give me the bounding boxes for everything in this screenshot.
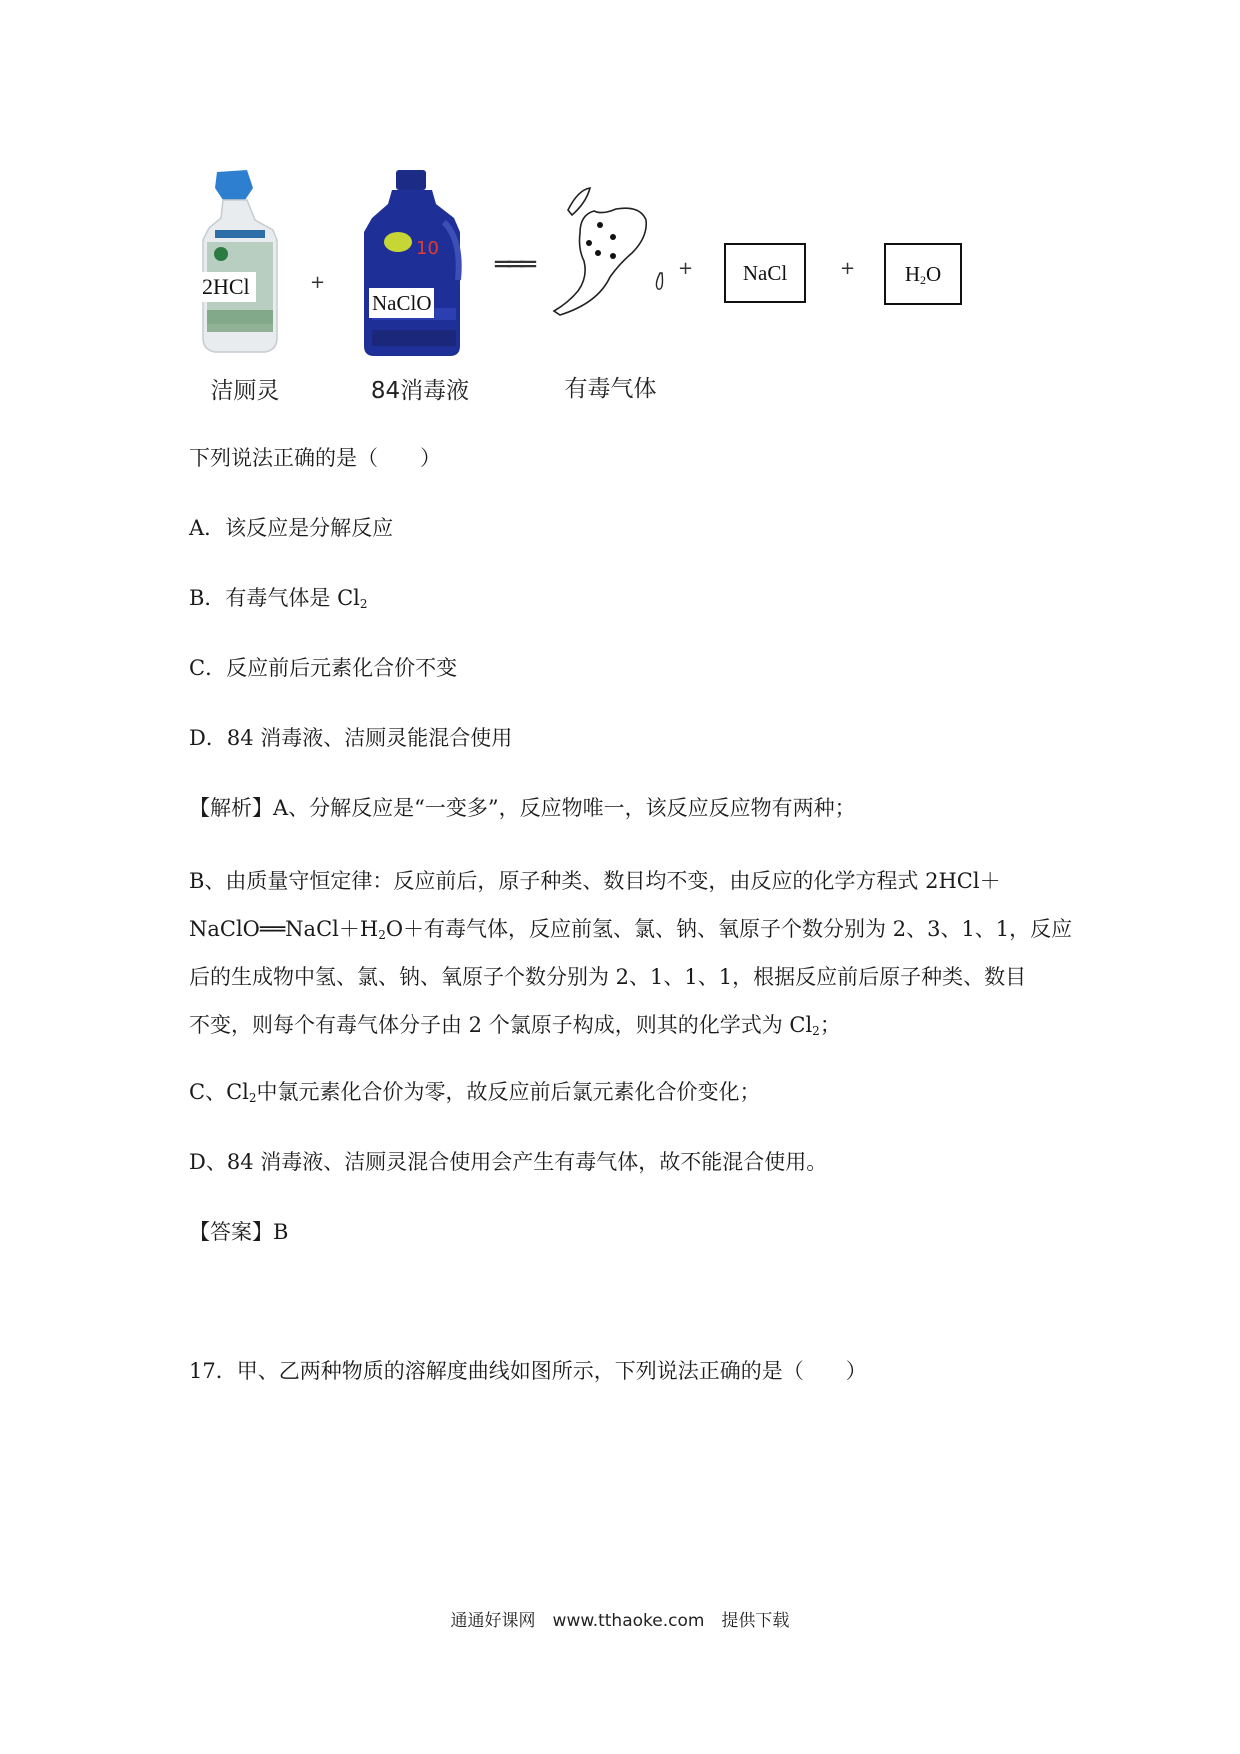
product-water: $H_2O$: [904, 261, 942, 287]
answer: 【答案】B: [189, 1220, 289, 1244]
plus-sign-1: +: [310, 272, 326, 293]
toilet-cleaner-caption: 洁厕灵: [210, 378, 280, 404]
analysis-b-line1: B、由质量守恒定律：反应前后，原子种类、数目均不变，由反应的化学方程式 2HCl＋: [189, 869, 1001, 893]
disinfectant-caption: 84消毒液: [370, 378, 470, 404]
question-stem: 下列说法正确的是（ ）: [189, 446, 441, 470]
option-d: D．84 消毒液、洁厕灵能混合使用: [189, 726, 513, 750]
toilet-cleaner-bottle: [195, 170, 285, 355]
question-17-stem: 17．甲、乙两种物质的溶解度曲线如图所示，下列说法正确的是（ ）: [189, 1359, 867, 1383]
option-b: B．有毒气体是 $Cl_2$: [189, 586, 368, 611]
reactant1-formula: 2HCl: [200, 272, 256, 302]
analysis-d: D、84 消毒液、洁厕灵混合使用会产生有毒气体，故不能混合使用。: [189, 1150, 828, 1174]
analysis-b-line3: 后的生成物中氢、氯、钠、氧原子个数分别为 2、1、1、1，根据反应前后原子种类、数目: [189, 965, 1027, 989]
option-c: C．反应前后元素化合价不变: [189, 656, 458, 680]
product-nacl: NaCl: [742, 260, 788, 285]
svg-text:10: 10: [416, 238, 439, 259]
plus-sign-3: +: [840, 258, 856, 279]
product-nacl-box: [724, 243, 806, 303]
analysis-b-line2: $NaClO══NaCl+H_2O+$有毒气体，反应前氢、氯、钠、氧原子个数分别为 2、3、1、1，反应: [189, 917, 1073, 942]
option-a: A．该反应是分解反应: [189, 516, 394, 540]
plus-sign-2: +: [678, 258, 694, 279]
analysis-b-line4: 不变，则每个有毒气体分子由 2 个氯原子构成，则其的化学式为 $Cl_2$；: [189, 1013, 841, 1038]
equals-sign: ═══: [495, 250, 533, 280]
disinfectant-bottle: [362, 170, 464, 360]
toxic-gas-caption: 有毒气体: [564, 376, 657, 402]
reactant2-formula: NaClO: [369, 288, 434, 318]
analysis-a: 【解析】A、分解反应是“一变多”，反应物唯一，该反应反应物有两种；: [189, 796, 856, 820]
toxic-gas-drawing: [550, 185, 680, 320]
analysis-b: [189, 857, 1073, 1049]
product-water-box: [884, 243, 962, 305]
footer-download-note: 通通好课网 www.tthaoke.com 提供下载: [450, 1611, 790, 1631]
analysis-c: C、$Cl_2$中氯元素化合价为零，故反应前后氯元素化合价变化；: [189, 1080, 761, 1105]
